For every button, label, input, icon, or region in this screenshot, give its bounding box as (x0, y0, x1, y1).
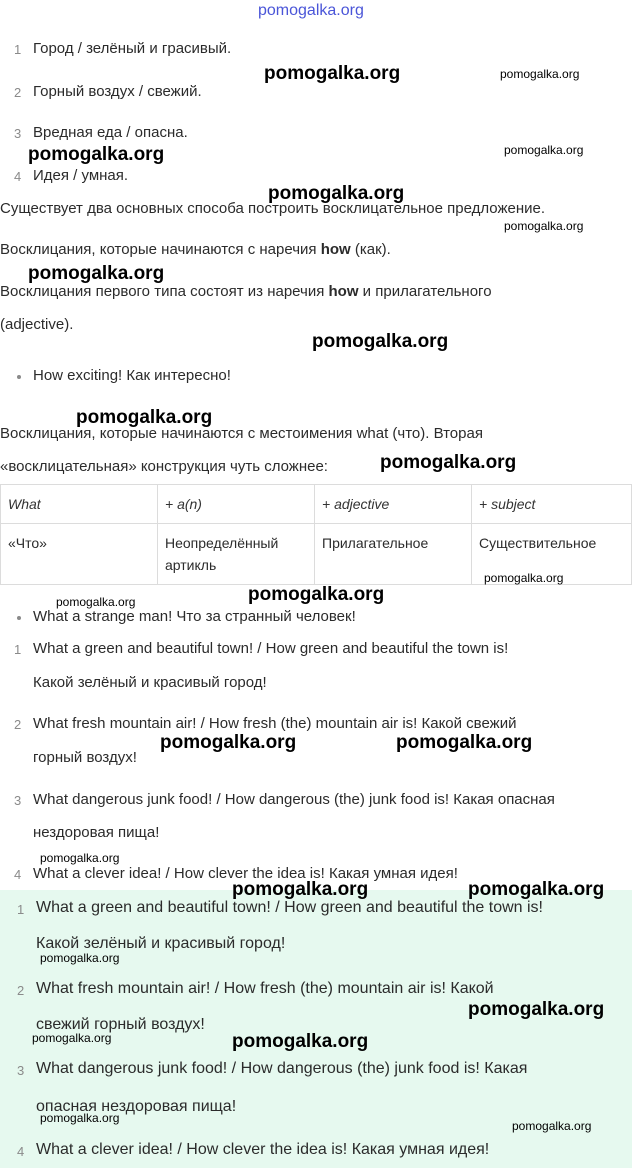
answer-line: What a green and beautiful town! / How green and beautiful the town is! (33, 640, 509, 657)
answer-line: свежий горный воздух! (36, 1016, 205, 1033)
answer-line: What dangerous junk food! / How dangerous (the) junk food is! Какая (36, 1060, 528, 1077)
watermark-logo: pomogalka.org (468, 999, 605, 1020)
list-item: Вредная еда / опасна. (33, 124, 188, 141)
answer-line: What dangerous junk food! / How dangerous (the) junk food is! Какая опасная (33, 791, 555, 808)
text-run: Восклицания, которые начинаются с наречия (0, 241, 321, 258)
answer-line: нездоровая пища! (33, 824, 160, 841)
watermark-logo: pomogalka.org (504, 143, 584, 157)
table-header-cell: + a(n) (158, 485, 315, 524)
table-cell: «Что» (1, 524, 158, 585)
text-run: и прилагательного (358, 283, 492, 300)
list-number: 1 (14, 642, 22, 657)
table-cell: Существительное (472, 524, 632, 585)
watermark-logo: pomogalka.org (32, 1031, 112, 1045)
example-bullet: How exciting! Как интересно! (33, 367, 231, 384)
construction-table (0, 484, 632, 585)
answer-line: What fresh mountain air! / How fresh (the) mountain air is! Какой (36, 980, 494, 997)
watermark-logo: pomogalka.org (40, 951, 120, 965)
watermark-logo: pomogalka.org (76, 407, 213, 428)
list-number: 1 (17, 902, 25, 917)
list-number: 4 (14, 169, 22, 184)
answer-line: What a green and beautiful town! / How green and beautiful the town is! (36, 899, 543, 916)
bullet-icon (17, 375, 21, 379)
list-item: Город / зелёный и грасивый. (33, 40, 232, 57)
answer-line: What fresh mountain air! / How fresh (the) mountain air is! Какой свежий (33, 715, 517, 732)
table-header-cell: + subject (472, 485, 632, 524)
watermark-top: pomogalka.org (258, 2, 364, 19)
table-header-cell: + adjective (315, 485, 472, 524)
list-number: 1 (14, 42, 22, 57)
watermark-logo: pomogalka.org (232, 879, 369, 900)
theory-paragraph (0, 241, 391, 258)
answer-line: опасная нездоровая пища! (36, 1098, 237, 1115)
watermark-logo: pomogalka.org (28, 144, 165, 165)
watermark-logo: pomogalka.org (468, 879, 605, 900)
watermark-logo: pomogalka.org (40, 1111, 120, 1125)
watermark-logo: pomogalka.org (312, 331, 449, 352)
watermark-logo: pomogalka.org (28, 263, 165, 284)
table-cell: Прилагательное (315, 524, 472, 585)
watermark-logo: pomogalka.org (512, 1119, 592, 1133)
watermark-logo: pomogalka.org (500, 67, 580, 81)
theory-paragraph: Существует два основных способа построить восклицательное предложение. (0, 200, 546, 217)
watermark-logo: pomogalka.org (268, 183, 405, 204)
text-run: (как). (350, 241, 391, 258)
table-header-row (1, 485, 632, 524)
watermark-logo: pomogalka.org (504, 219, 584, 233)
watermark-logo: pomogalka.org (248, 584, 385, 605)
answer-line: What a clever idea! / How clever the idea is! Какая умная идея! (33, 865, 458, 882)
answer-line: Какой зелёный и красивый город! (36, 935, 286, 952)
theory-paragraph-cont: «восклицательная» конструкция чуть сложнее: (0, 458, 328, 475)
list-item: Идея / умная. (33, 167, 129, 184)
theory-paragraph-cont: (adjective). (0, 316, 74, 333)
list-number: 2 (14, 85, 22, 100)
watermark-logo: pomogalka.org (264, 63, 401, 84)
answer-line: горный воздух! (33, 749, 137, 766)
watermark-logo: pomogalka.org (484, 571, 564, 585)
list-number: 3 (14, 793, 22, 808)
watermark-logo: pomogalka.org (40, 851, 120, 865)
watermark-logo: pomogalka.org (160, 732, 297, 753)
list-number: 3 (17, 1063, 25, 1078)
keyword: how (320, 241, 351, 258)
watermark-logo: pomogalka.org (232, 1031, 369, 1052)
list-item: Горный воздух / свежий. (33, 83, 202, 100)
theory-paragraph: Восклицания, которые начинаются с местоимения what (что). Вторая (0, 425, 483, 442)
watermark-logo: pomogalka.org (56, 595, 136, 609)
answer-line: Какой зелёный и красивый город! (33, 674, 267, 691)
list-number: 3 (14, 126, 22, 141)
list-number: 4 (17, 1144, 25, 1159)
keyword: how (328, 283, 359, 300)
list-number: 2 (14, 717, 22, 732)
table-cell: Неопределённый артикль (158, 524, 315, 585)
watermark-logo: pomogalka.org (380, 452, 517, 473)
bullet-icon (17, 616, 21, 620)
watermark-logo: pomogalka.org (396, 732, 533, 753)
answer-line: What a clever idea! / How clever the idea is! Какая умная идея! (36, 1141, 490, 1158)
text-run: Восклицания первого типа состоят из наречия (0, 283, 329, 300)
theory-paragraph (0, 283, 492, 300)
example-bullet: What a strange man! Что за странный человек! (33, 608, 356, 625)
list-number: 4 (14, 867, 22, 882)
list-number: 2 (17, 983, 25, 998)
table-header-cell: What (1, 485, 158, 524)
